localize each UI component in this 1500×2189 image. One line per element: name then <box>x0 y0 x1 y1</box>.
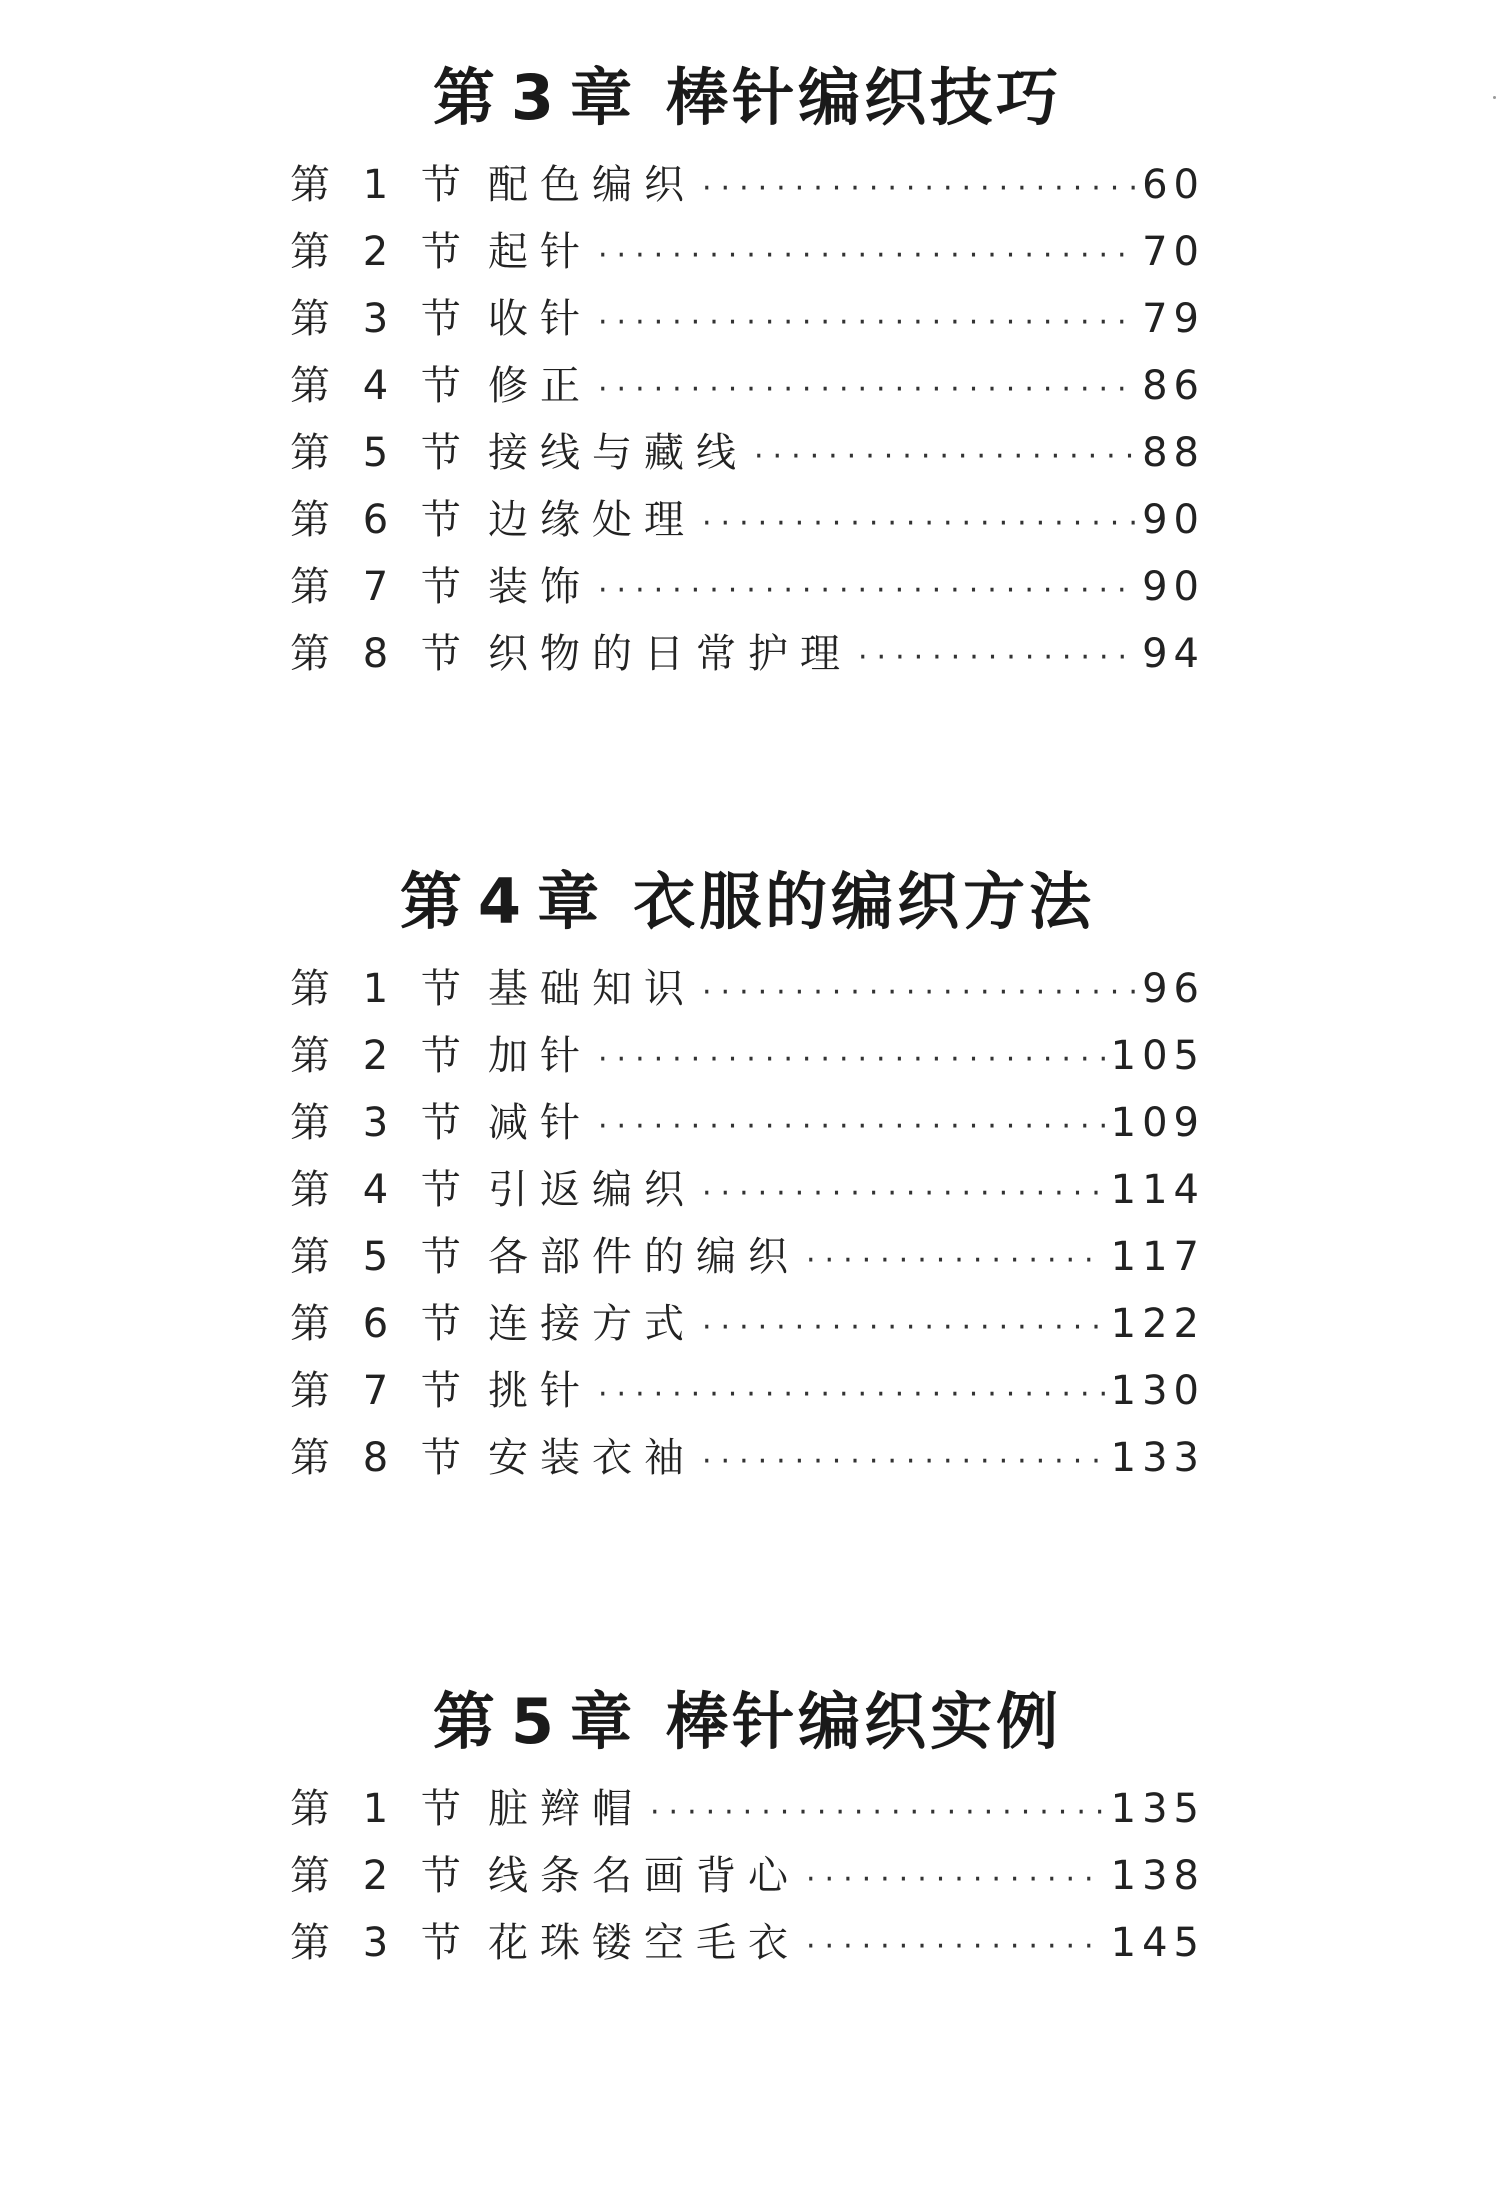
section-title: 接线与藏线 <box>488 430 748 476</box>
section-title: 安装衣袖 <box>488 1435 696 1481</box>
section-title: 引返编织 <box>488 1167 696 1213</box>
section-number: 第 5 节 <box>290 430 471 476</box>
page-number: 60 <box>1142 162 1205 208</box>
section-number: 第 7 节 <box>290 564 471 610</box>
page-number: 90 <box>1142 564 1205 610</box>
toc-entry[interactable] <box>290 487 1205 554</box>
page-number: 135 <box>1110 1786 1205 1832</box>
page-number: 88 <box>1142 430 1205 476</box>
dot-leader <box>598 1026 1105 1093</box>
page-number: 133 <box>1110 1435 1205 1481</box>
section-number: 第 1 节 <box>290 162 471 208</box>
page-number: 138 <box>1110 1853 1205 1899</box>
section-title: 边缘处理 <box>488 497 696 543</box>
dot-leader <box>702 155 1136 222</box>
toc-entry[interactable] <box>290 1157 1205 1224</box>
section-title: 基础知识 <box>488 966 696 1012</box>
chapter-name: 棒针编织实例 <box>666 1685 1063 1758</box>
section-title: 挑针 <box>488 1368 592 1414</box>
chapter-title <box>290 1682 1205 1762</box>
chapter-number: 3 <box>510 61 559 134</box>
dot-leader <box>598 289 1136 356</box>
page-number: 94 <box>1142 631 1205 677</box>
section-number: 第 2 节 <box>290 229 471 275</box>
toc-entry[interactable] <box>290 1358 1205 1425</box>
chapter-label: 第 <box>432 1685 499 1758</box>
chapter-unit: 章 <box>570 1685 637 1758</box>
section-title: 加针 <box>488 1033 592 1079</box>
section-title: 花珠镂空毛衣 <box>488 1920 800 1966</box>
dot-leader <box>806 1913 1105 1980</box>
toc-entry[interactable] <box>290 621 1205 688</box>
page-number: 79 <box>1142 296 1205 342</box>
section-list <box>290 152 1205 688</box>
section-title: 配色编织 <box>488 162 696 208</box>
chapter-label: 第 <box>432 61 499 134</box>
chapter-title <box>290 862 1205 942</box>
section-number: 第 1 节 <box>290 1786 471 1832</box>
section-number: 第 2 节 <box>290 1853 471 1899</box>
page-number: 109 <box>1110 1100 1205 1146</box>
dot-leader <box>598 356 1136 423</box>
section-number: 第 4 节 <box>290 363 471 409</box>
toc-entry[interactable] <box>290 1291 1205 1358</box>
dot-leader <box>858 624 1136 691</box>
page-number: 70 <box>1142 229 1205 275</box>
dot-leader <box>598 1361 1105 1428</box>
toc-entry[interactable] <box>290 1425 1205 1492</box>
section-title: 起针 <box>488 229 592 275</box>
dot-leader <box>598 222 1136 289</box>
toc-entry[interactable] <box>290 1090 1205 1157</box>
toc-entry[interactable] <box>290 420 1205 487</box>
toc-entry[interactable] <box>290 1910 1205 1977</box>
page-number: 122 <box>1110 1301 1205 1347</box>
toc-entry[interactable] <box>290 1224 1205 1291</box>
section-list <box>290 956 1205 1492</box>
section-number: 第 8 节 <box>290 631 471 677</box>
dot-leader <box>806 1227 1105 1294</box>
section-title: 织物的日常护理 <box>488 631 852 677</box>
section-title: 装饰 <box>488 564 592 610</box>
dot-leader <box>598 1093 1105 1160</box>
section-number: 第 1 节 <box>290 966 471 1012</box>
chapter-number: 5 <box>510 1685 559 1758</box>
section-title: 连接方式 <box>488 1301 696 1347</box>
chapter-unit: 章 <box>570 61 637 134</box>
chapter-number: 4 <box>477 865 526 938</box>
section-number: 第 4 节 <box>290 1167 471 1213</box>
section-number: 第 3 节 <box>290 1920 471 1966</box>
chapter-4 <box>290 862 1205 1492</box>
page-number: 86 <box>1142 363 1205 409</box>
dot-leader <box>702 1294 1105 1361</box>
page-number: 90 <box>1142 497 1205 543</box>
section-title: 收针 <box>488 296 592 342</box>
section-number: 第 3 节 <box>290 1100 471 1146</box>
section-title: 各部件的编织 <box>488 1234 800 1280</box>
dot-leader <box>702 490 1136 557</box>
page-number: 145 <box>1110 1920 1205 1966</box>
section-title: 减针 <box>488 1100 592 1146</box>
page-number: 96 <box>1142 966 1205 1012</box>
toc-entry[interactable] <box>290 956 1205 1023</box>
dot-leader <box>650 1779 1105 1846</box>
dot-leader <box>754 423 1136 490</box>
toc-entry[interactable] <box>290 554 1205 621</box>
toc-entry[interactable] <box>290 152 1205 219</box>
chapter-name: 衣服的编织方法 <box>633 865 1096 938</box>
toc-entry[interactable] <box>290 1776 1205 1843</box>
scan-dot <box>1493 96 1496 99</box>
section-title: 线条名画背心 <box>488 1853 800 1899</box>
toc-entry[interactable] <box>290 286 1205 353</box>
chapter-3 <box>290 58 1205 688</box>
page-number: 114 <box>1110 1167 1205 1213</box>
page-number: 117 <box>1110 1234 1205 1280</box>
section-number: 第 6 节 <box>290 497 471 543</box>
chapter-5 <box>290 1682 1205 1977</box>
page-number: 105 <box>1110 1033 1205 1079</box>
chapter-unit: 章 <box>537 865 604 938</box>
section-list <box>290 1776 1205 1977</box>
section-number: 第 5 节 <box>290 1234 471 1280</box>
chapter-title <box>290 58 1205 138</box>
toc-entry[interactable] <box>290 219 1205 286</box>
chapter-label: 第 <box>399 865 466 938</box>
section-number: 第 2 节 <box>290 1033 471 1079</box>
dot-leader <box>702 1428 1105 1495</box>
section-number: 第 7 节 <box>290 1368 471 1414</box>
dot-leader <box>806 1846 1105 1913</box>
section-title: 修正 <box>488 363 592 409</box>
toc-entry[interactable] <box>290 1023 1205 1090</box>
chapter-name: 棒针编织技巧 <box>666 61 1063 134</box>
section-number: 第 3 节 <box>290 296 471 342</box>
toc-entry[interactable] <box>290 1843 1205 1910</box>
section-title: 脏辫帽 <box>488 1786 644 1832</box>
section-number: 第 6 节 <box>290 1301 471 1347</box>
section-number: 第 8 节 <box>290 1435 471 1481</box>
page-number: 130 <box>1110 1368 1205 1414</box>
toc-entry[interactable] <box>290 353 1205 420</box>
dot-leader <box>702 959 1136 1026</box>
dot-leader <box>702 1160 1105 1227</box>
dot-leader <box>598 557 1136 624</box>
